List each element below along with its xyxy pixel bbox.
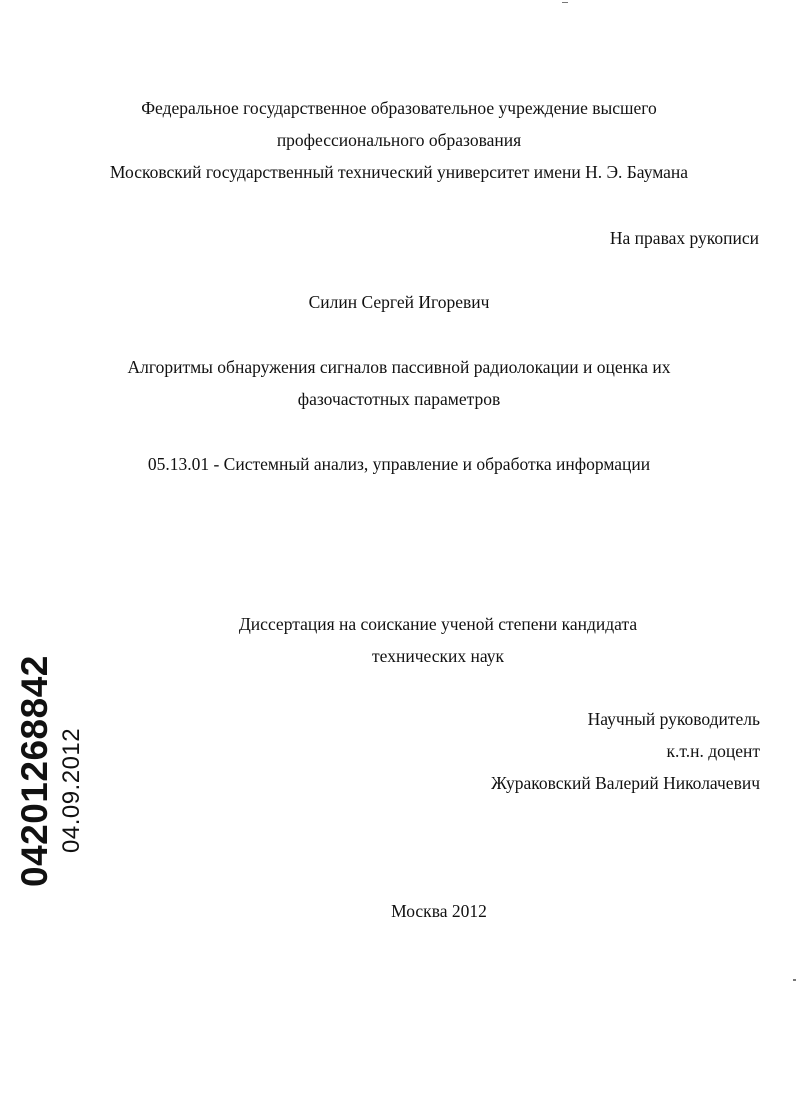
- specialty-code: 05.13.01 - Системный анализ, управление и обработка информации: [147, 454, 651, 474]
- supervisor-name: Жураковский Валерий Николачевич: [491, 773, 760, 793]
- library-stamp-date: 04.09.2012: [58, 727, 85, 853]
- supervisor-role: Научный руководитель: [587, 709, 760, 729]
- degree-line-2: технических наук: [372, 646, 504, 666]
- institution-line-1: Федеральное государственное образовательное учреждение высшего: [141, 98, 657, 118]
- place-and-year: Москва 2012: [391, 901, 487, 921]
- institution-line-2: профессионального образования: [276, 130, 522, 150]
- library-stamp-number: 04201268842: [14, 655, 55, 887]
- dissertation-title-line-1: Алгоритмы обнаружения сигналов пассивной радиолокации и оценка их: [127, 357, 671, 377]
- author-name: Силин Сергей Игоревич: [308, 292, 490, 312]
- dissertation-title-line-2: фазочастотных параметров: [297, 389, 501, 409]
- institution-line-3: Московский государственный технический университет имени Н. Э. Баумана: [109, 162, 689, 182]
- supervisor-credentials: к.т.н. доцент: [666, 741, 760, 761]
- scan-artifact-top: [562, 2, 568, 3]
- degree-line-1: Диссертация на соискание ученой степени кандидата: [238, 614, 638, 634]
- scan-artifact-right: [793, 979, 796, 981]
- manuscript-rights-note: На правах рукописи: [609, 228, 759, 248]
